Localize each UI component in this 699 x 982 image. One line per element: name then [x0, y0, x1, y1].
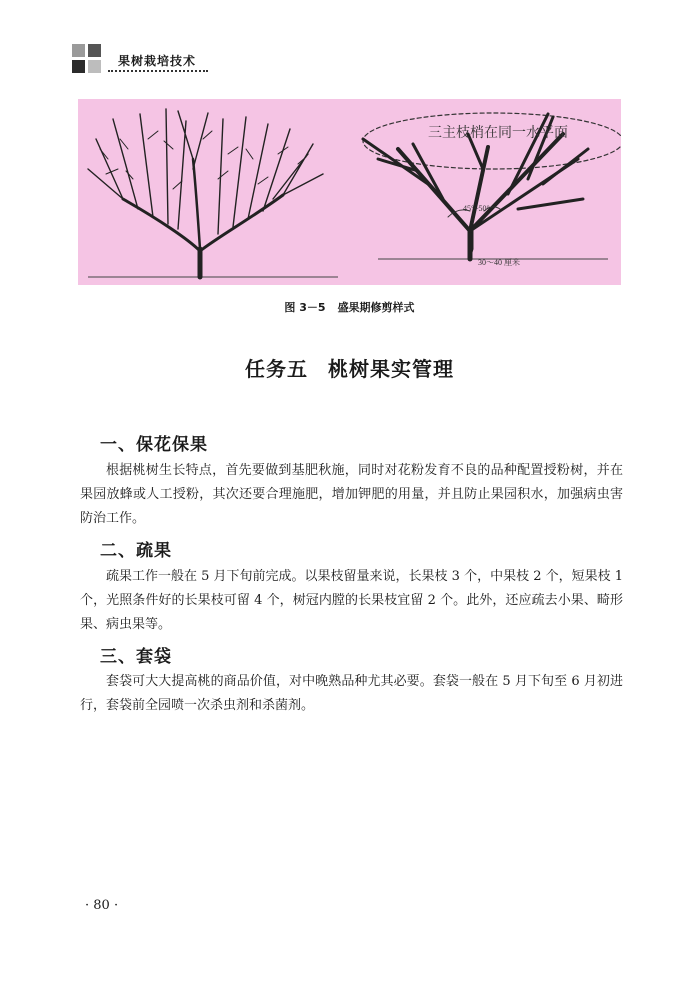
- pruning-figure: [78, 99, 621, 285]
- section-heading-2: 二、疏果: [100, 541, 172, 561]
- section-body-2: 疏果工作一般在 5 月下旬前完成。以果枝留量来说，长果枝 3 个，中果枝 2 个，短果枝 1 个，光照条件好的长果枝可留 4 个，树冠内膛的长果枝宜留 2 个。此外，还应疏去小果、畸形果、病虫果等。: [80, 569, 624, 632]
- section-heading-1: 一、保花保果: [100, 435, 208, 455]
- task-title: [0, 353, 699, 382]
- figure-caption: [0, 299, 699, 315]
- figure-number: 图 3－5: [284, 301, 326, 314]
- section-body-3: 套袋可大大提高桃的商品价值，对中晚熟品种尤其必要。套袋一般在 5 月下旬至 6 月初进行，套袋前全园喷一次杀虫剂和杀菌剂。: [80, 674, 623, 713]
- section-heading-3: 三、套袋: [100, 647, 172, 667]
- task-name: 桃树果实管理: [328, 357, 454, 381]
- figure-caption-text: 盛果期修剪样式: [337, 301, 415, 314]
- header-divider: [108, 70, 208, 72]
- figure-annotation: 三主枝梢在同一水平面: [428, 126, 568, 141]
- section-body-1: 根据桃树生长特点，首先要做到基肥秋施，同时对花粉发育不良的品种配置授粉树，并在果园放蜂或人工授粉，其次还要合理施肥，增加钾肥的用量，并且防止果园积水，加强病虫害防治工作。: [80, 463, 623, 526]
- height-label: 30～40 厘米: [478, 258, 520, 267]
- header-logo-icon: [72, 44, 104, 78]
- page-number: · 80 ·: [85, 898, 119, 913]
- running-title: 果树栽培技术: [118, 54, 197, 68]
- angle-label: 45°~50°: [463, 204, 490, 213]
- task-number: 任务五: [245, 357, 308, 381]
